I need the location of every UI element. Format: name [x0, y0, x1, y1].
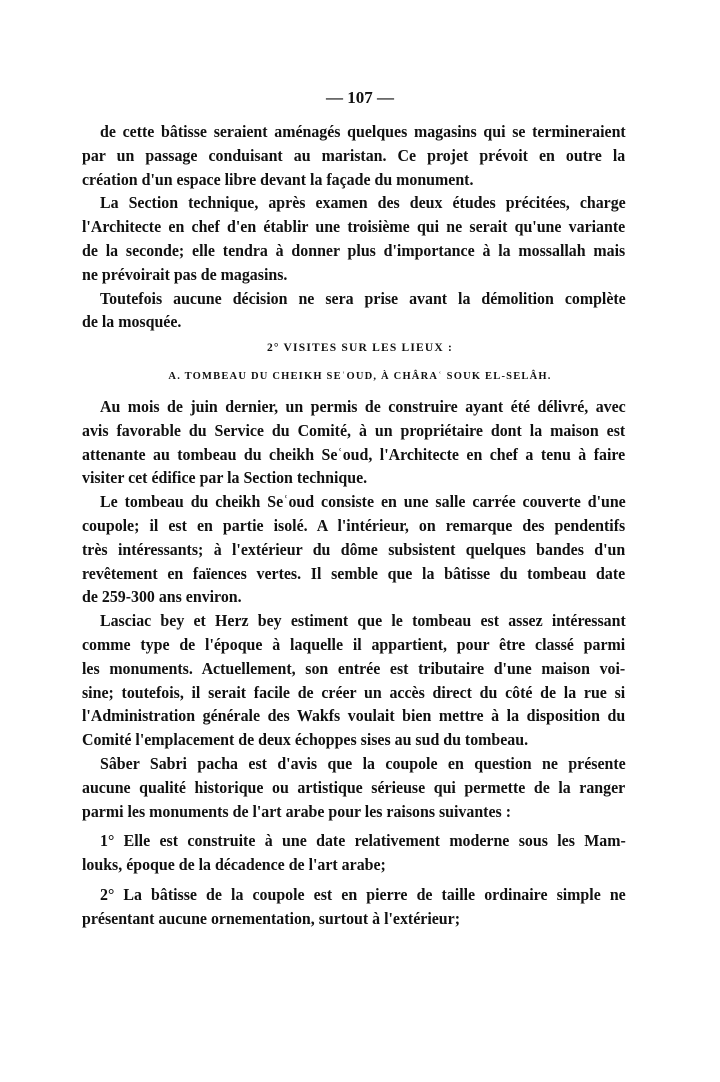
paragraph-line: de la seconde; elle tendra à donner plus d'importance à la mossallah mais [82, 241, 626, 260]
paragraph-line: de cette bâtisse seraient aménagés quelques magasins qui se termineraient [100, 122, 626, 141]
paragraph-line: avis favorable du Service du Comité, à un propriétaire dont la maison est [82, 420, 626, 440]
paragraph-line: Lasciac bey et Herz bey estiment que le tombeau est assez intéressant [100, 611, 626, 631]
section-subheading: A. TOMBEAU DU CHEIKH SEʿOUD, À CHÂRAʿ SOUK EL-SELÂH. [168, 371, 552, 382]
paragraph-line: par un passage conduisant au maristan. Ce projet prévoit en outre la [82, 145, 626, 165]
paragraph-line: ne prévoirait pas de magasins. [82, 264, 288, 284]
paragraph-line: 2° La bâtisse de la coupole est en pierre de taille ordinaire simple ne [100, 885, 626, 904]
paragraph-line: Toutefois aucune décision ne sera prise avant la démolition complète [100, 288, 626, 308]
paragraph-line: Sâber Sabri pacha est d'avis que la coupole en question ne présente [100, 754, 626, 773]
paragraph-line: revêtement en faïences vertes. Il semble que la bâtisse du tombeau date [82, 563, 626, 583]
paragraph-line: 1° Elle est construite à une date relativement moderne sous les Mam- [100, 831, 626, 851]
paragraph-line: louks, époque de la décadence de l'art arabe; [82, 855, 386, 875]
paragraph-line: comme type de l'époque à laquelle il appartient, pour être classé parmi [82, 635, 626, 654]
paragraph-line: Le tombeau du cheikh Seʿoud consiste en une salle carrée couverte d'une [100, 492, 626, 512]
paragraph-line: les monuments. Actuellement, son entrée est tributaire d'une maison voi- [82, 658, 626, 678]
paragraph-line: Au mois de juin dernier, un permis de construire ayant été délivré, avec [100, 397, 626, 416]
section-heading: 2° VISITES SUR LES LIEUX : [266, 342, 454, 354]
paragraph-line: aucune qualité historique ou artistique sérieuse qui permette de la ranger [82, 777, 626, 797]
paragraph-line: coupole; il est en partie isolé. A l'intérieur, on remarque des pendentifs [82, 516, 626, 535]
paragraph-line: parmi les monuments de l'art arabe pour les raisons suivantes : [82, 801, 511, 821]
paragraph-line: de la mosquée. [82, 312, 182, 332]
paragraph-line: présentant aucune ornementation, surtout à l'extérieur; [82, 908, 460, 928]
paragraph-line: Comité l'emplacement de deux échoppes sises au sud du tombeau. [82, 730, 529, 750]
paragraph-line: La Section technique, après examen des deux études précitées, charge [100, 193, 626, 213]
paragraph-line: l'Architecte en chef d'en établir une troisième qui ne serait qu'une variante [82, 217, 626, 237]
paragraph-line: l'Administration générale des Wakfs voulait bien mettre à la disposition du [82, 706, 626, 726]
paragraph-line: visiter cet édifice par la Section technique. [82, 468, 368, 488]
paragraph-line: de 259-300 ans environ. [82, 587, 242, 607]
paragraph-line: attenante au tombeau du cheikh Seʿoud, l'Architecte en chef a tenu à faire [82, 444, 626, 464]
paragraph-line: création d'un espace libre devant la façade du monument. [82, 169, 474, 189]
paragraph-line: très intéressants; à l'extérieur du dôme subsistent quelques bandes d'un [82, 539, 626, 559]
paragraph-line: sine; toutefois, il serait facile de créer un accès direct du côté de la rue si [82, 682, 626, 702]
page-number: — 107 — [326, 88, 394, 107]
